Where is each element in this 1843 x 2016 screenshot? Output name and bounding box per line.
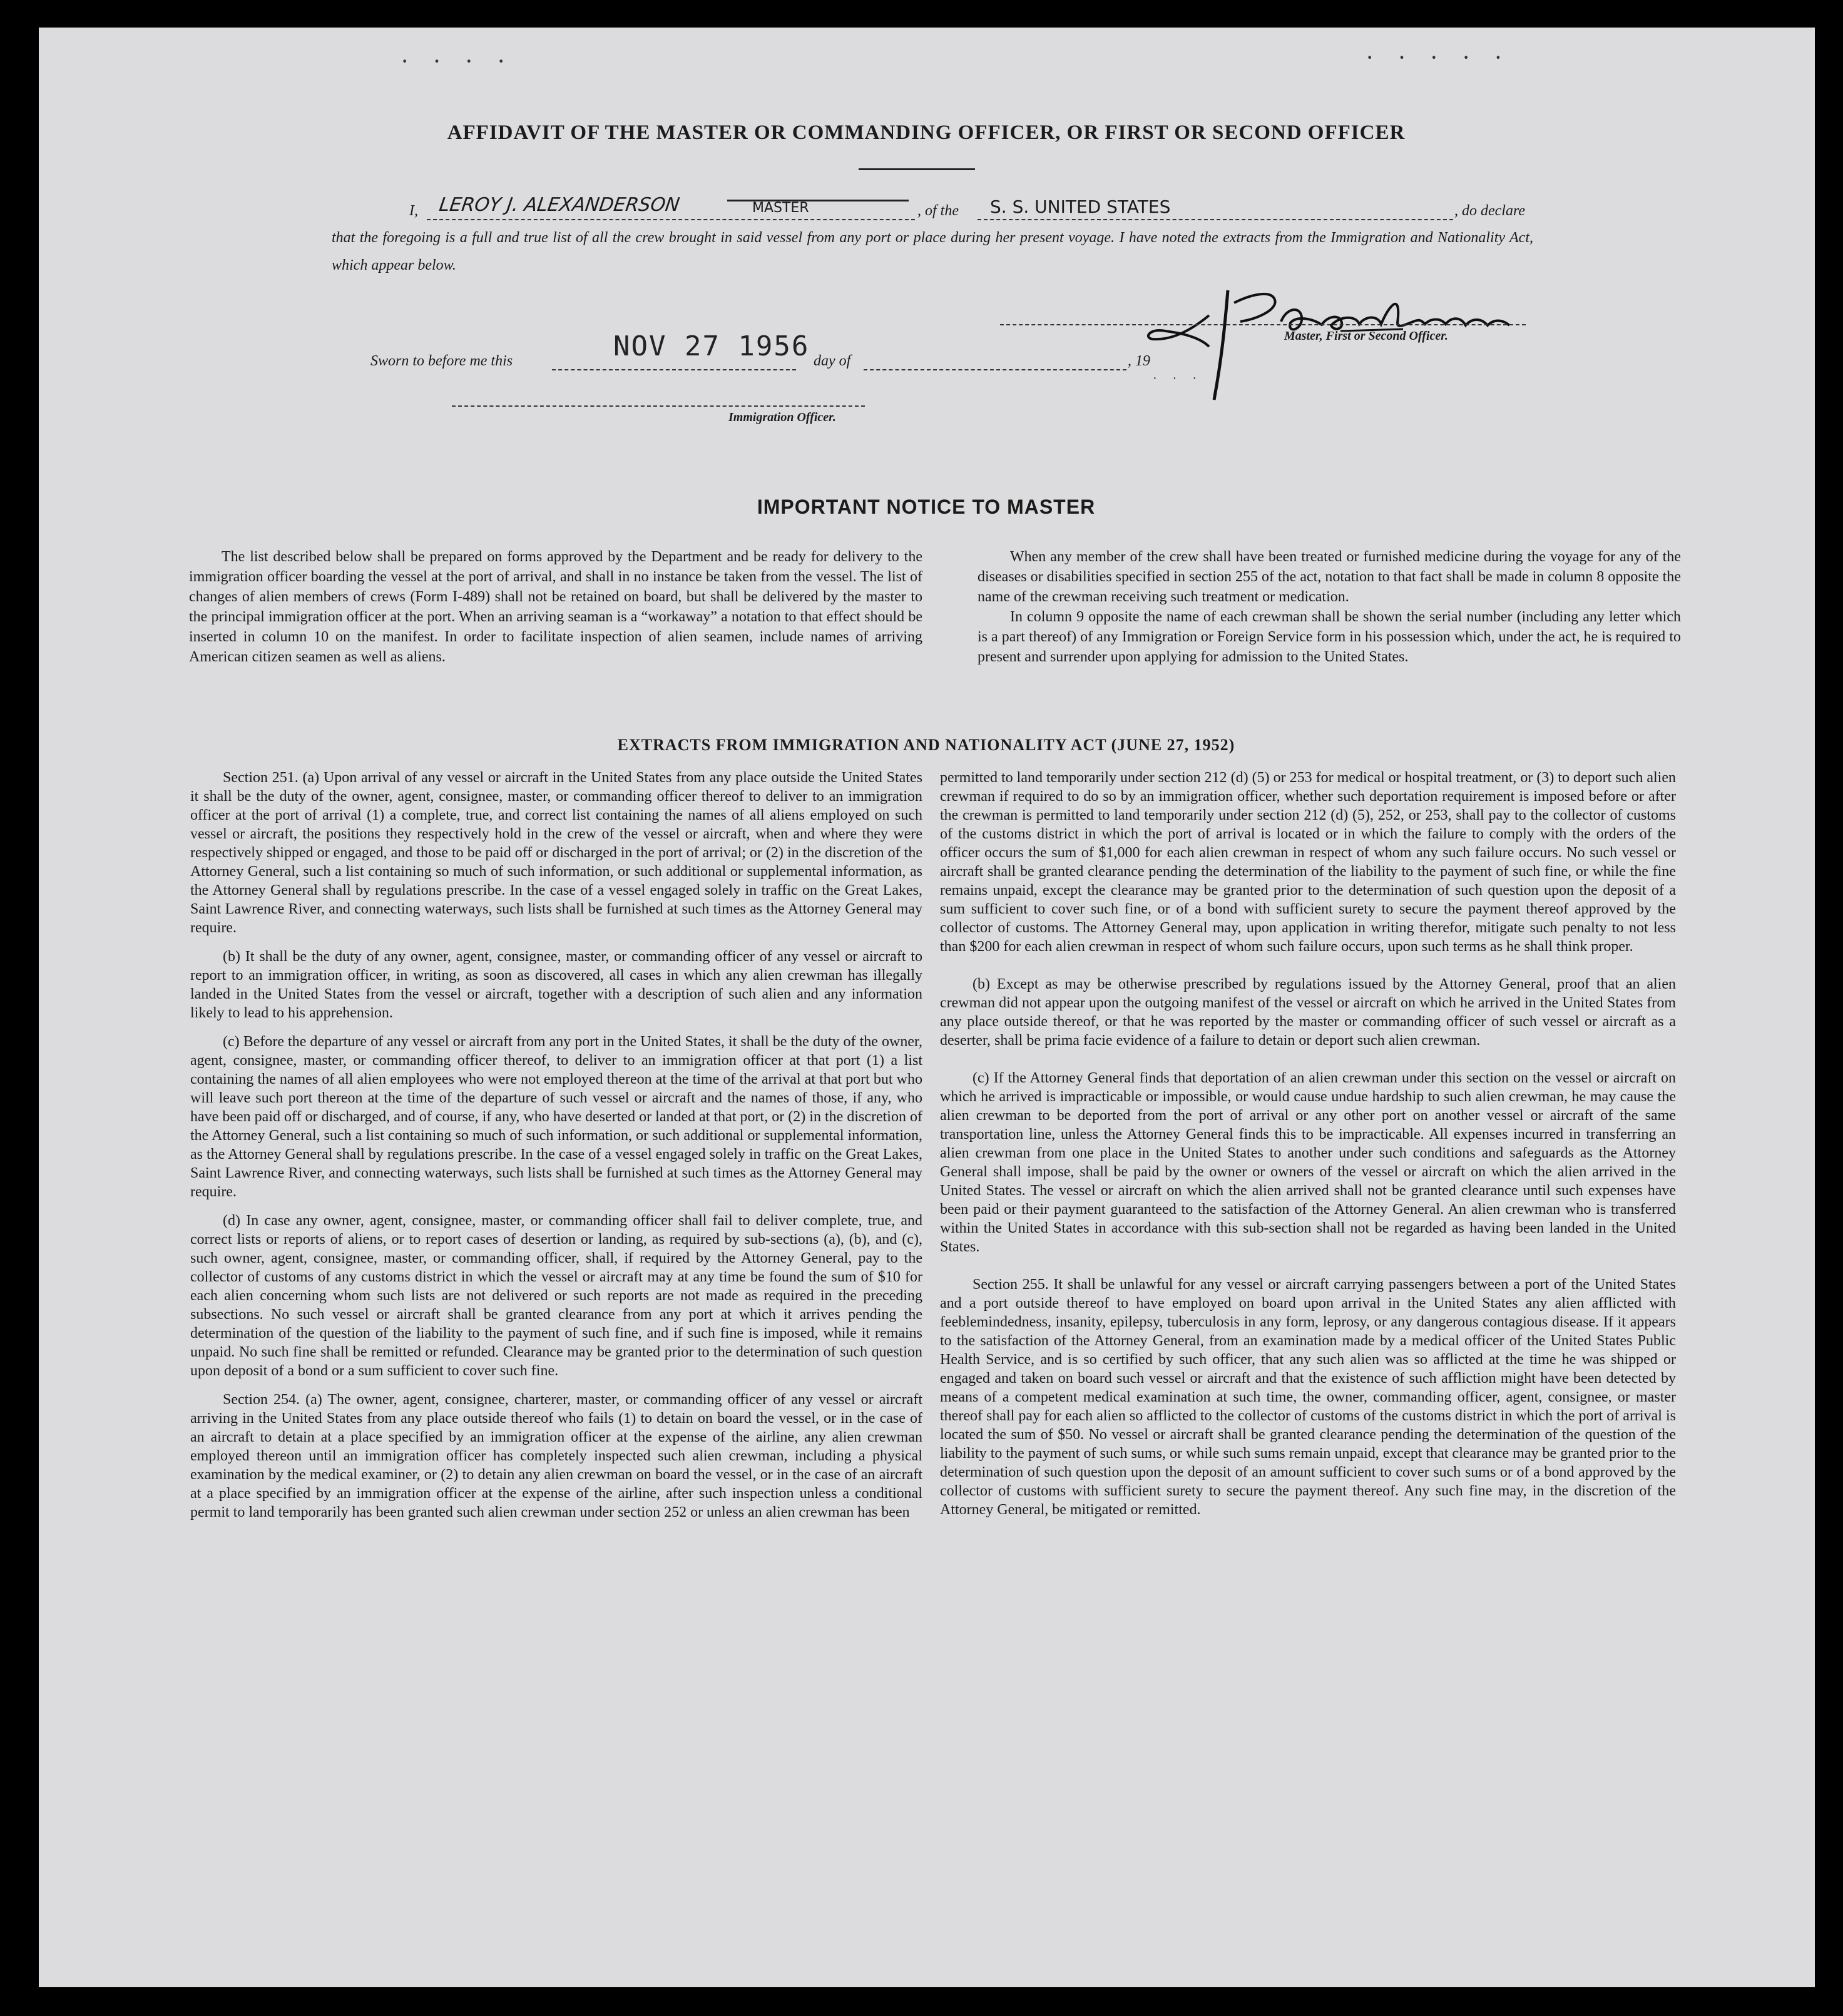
notice-left-paragraph: The list described below shall be prepared on forms approved by the Department and be ready for delivery to the immigration officer boarding the vessel at the port of arrival, and shall in no instance be taken from the vessel. The list of changes of alien members of crews (Form I-489) shall not be retained on board, but shall be delivered by the master to the principal immigration officer at the port. When an arriving seaman is a “workaway” a notation to that effect should be inserted in column 10 on the manifest. In order to facilitate inspection of alien seamen, include names of arriving American citizen seamen as well as aliens. [189, 549, 922, 665]
vessel-line [978, 219, 1453, 220]
section-254-c: (c) If the Attorney General finds that deportation of an alien crewman under this section on the vessel or aircraft on which he arrived is impracticable or impossible, or would cause undue hardship to such alien crewman, he may cause the alien crewman to be deported from the port of arrival or any other port on another vessel or aircraft of the same transportation line, unless the Attorney General finds this to be impracticable. All expenses incurred in transferring an alien crewman from one place in the United States to another under such conditions and safeguards as the Attorney General shall impose, shall be paid by the owner or owners of the vessel or aircraft on which the alien arrived in the United States. The vessel or aircraft on which the alien arrived shall not be granted clearance until such expenses have been paid or their payment guaranteed to the satisfaction of the Attorney General. An alien crewman who is transferred within the United States in accordance with this sub-section shall not be regarded as having been landed in the United States. [940, 1070, 1676, 1255]
section-255: Section 255. It shall be unlawful for any vessel or aircraft carrying passengers between a port of the United States and a port outside thereof to have employed on board upon arrival in the United States any alien afflicted with feeblemindedness, insanity, epilepsy, tuberculosis in any form, leprosy, or any dangerous contagious disease. If it appears to the satisfaction of the Attorney General, from an examination made by a medical officer of the United States Public Health Service, and is so certified by such officer, that any such alien was so afflicted at the time he was shipped or engaged and taken on board such vessel or aircraft and that the existence of such affliction might have been detected by means of a competent medical examination at such time, the owner, commanding officer, agent, consignee, or master thereof shall pay for each alien so afflicted to the collector of customs of the customs district in which the port of arrival is located the sum of $50. No vessel or aircraft shall be granted clearance pending the determination of the question of the liability to the payment of such sums, or while such sums remain unpaid, except that clearance may be granted prior to the determination of such question upon the deposit of an amount sufficient to cover such sums or of a bond approved by the collector of customs with sufficient surety to secure the payment thereof. Any such fine may, in the discretion of the Attorney General, be mitigated or remitted. [940, 1276, 1676, 1518]
notice-right-paragraph-2: In column 9 opposite the name of each crewman shall be shown the serial number (including any letter which is a part thereof) of any Immigration or Foreign Service form in his possession which, under the act, he is required to present and surrender upon applying for admission to the United States. [978, 609, 1681, 665]
document-sheet [39, 28, 1815, 1987]
section-254-a: Section 254. (a) The owner, agent, consignee, charterer, master, or commanding officer of any vessel or aircraft arriving in the United States from any place outside thereof who fails (1) to detain on board the vessel, or in the case of an aircraft to detain at a place specified by an immigration officer at the expense of the airline, any alien crewman employed thereon until an immigration officer has completely inspected such alien crewman, including a physical examination by the medical examiner, or (2) to detain any alien crewman on board the vessel, or in the case of an aircraft at a place specified by an immigration officer at the expense of the airline, after such inspection unless a conditional permit to land temporarily has been granted such alien crewman under section 252 or unless an alien crewman has been [190, 1392, 922, 1520]
officer-caption: Immigration Officer. [728, 410, 836, 424]
vessel-name: S. S. UNITED STATES [990, 196, 1171, 217]
officer-line [452, 405, 865, 407]
name-line [427, 219, 915, 220]
extracts-left-column [190, 768, 922, 1532]
year-dots: · · · [1153, 372, 1203, 385]
section-251-b: (b) It shall be the duty of any owner, agent, consignee, master, or commanding officer of any vessel or aircraft to report to an immigration officer, in writing, as soon as discovered, all cases in which any alien crewman has illegally landed in the United States from the vessel or aircraft, together with a description of such alien and any information likely to lead to his apprehension. [190, 949, 922, 1021]
sworn-date-line [552, 369, 796, 370]
signature-line [1000, 324, 1526, 325]
notice-title: IMPORTANT NOTICE TO MASTER [757, 496, 1096, 518]
declaration-text: that the foregoing is a full and true list of all the crew brought in said vessel from any port or place during her present voyage. I have noted the extracts from the Immigration and Nationality Act, which appear below. [332, 230, 1533, 273]
day-of-label: day of [814, 353, 851, 369]
sworn-label: Sworn to before me this [370, 353, 513, 369]
extracts-title: EXTRACTS FROM IMMIGRATION AND NATIONALITY ACT (JUNE 27, 1952) [617, 736, 1235, 754]
month-line [864, 369, 1126, 370]
of-the-label: , of the [917, 203, 959, 219]
master-name: LEROY J. ALEXANDERSON [437, 194, 682, 216]
scan-marks-right: · · · · · [1366, 43, 1511, 71]
do-declare-label: , do declare [1454, 203, 1526, 219]
section-254-b: (b) Except as may be otherwise prescribed by regulations issued by the Attorney General, proof that an alien crewman did not appear upon the outgoing manifest of the vessel or aircraft on which he arrived in the United States from any place outside thereof, or that he was reported by the master or commanding officer of such vessel or aircraft as a deserter, shall be prima facie evidence of a failure to detain or deport such alien crewman. [940, 976, 1676, 1049]
section-251-d: (d) In case any owner, agent, consignee, master, or commanding officer shall fail to deliver complete, true, and correct lists or reports of aliens, or to report cases of desertion or landing, as required by sub-sections (a), (b), and (c), such owner, agent, consignee, master, or commanding officer, shall, if required by the Attorney General, pay to the collector of customs of any customs district in which the vessel or aircraft may at any time be found the sum of $10 for each alien concerning whom such lists are not delivered or such reports are not made as required in the preceding subsections. No such vessel or aircraft shall be granted clearance from any port at which it arrives pending the determination of the question of the liability to the payment of such fine, and if such fine is imposed, while it remains unpaid. No such fine shall be remitted or refunded. Clearance may be granted prior to the determination of such question upon deposit of a bond or a sum sufficient to cover such fine. [190, 1213, 922, 1379]
year-label: , 19 [1128, 353, 1150, 369]
affidavit-title: AFFIDAVIT OF THE MASTER OR COMMANDING OFFICER, OR FIRST OR SECOND OFFICER [447, 121, 1406, 144]
extracts-right-column [940, 768, 1676, 1529]
i-label: I, [409, 203, 418, 219]
signature-caption: Master, First or Second Officer. [1284, 329, 1448, 343]
section-254-a-continued: permitted to land temporarily under section 212 (d) (5) or 253 for medical or hospital treatment, or (3) to deport such alien crewman if required to do so by an immigration officer, whether such deportation requirement is imposed before or after the crewman is permitted to land temporarily under section 212 (d) (5), 252, or 253, shall pay to the collector of customs of the customs district in which the port of arrival is located or in which the failure to comply with the orders of the officer occurs the sum of $1,000 for each alien crewman in respect of whom any such failure occurs. No such vessel or aircraft shall be granted clearance pending the determination of the liability to the payment of such fine, or while the fine remains unpaid, except the clearance may be granted prior to the determination of such question upon the deposit of a sum sufficient to cover such fine, or of a bond with sufficient surety to secure the payment thereof approved by the collector of customs. The Attorney General may, upon application in writing therefor, mitigate such penalty to not less than $200 for each alien crewman in respect of whom such failure occurs, upon such terms as he shall think proper. [940, 770, 1676, 955]
section-251-a: Section 251. (a) Upon arrival of any vessel or aircraft in the United States from any place outside the United States it shall be the duty of the owner, agent, consignee, master, or commanding officer thereof to deliver to an immigration officer at the port of arrival (1) a complete, true, and correct list containing the names of all aliens employed on such vessel or aircraft, the positions they respectively hold in the crew of the vessel or aircraft, when and where they were respectively shipped or engaged, and those to be paid off or discharged in the port of arrival; or (2) in the discretion of the Attorney General, such a list containing so much of such information, or such additional or supplemental information, as the Attorney General shall by regulations prescribe. In the case of a vessel engaged solely in traffic on the Great Lakes, Saint Lawrence River, and connecting waterways, such lists shall be furnished at such times as the Attorney General may require. [190, 770, 922, 936]
title-rule [859, 168, 975, 170]
notice-right-paragraph-1: When any member of the crew shall have been treated or furnished medicine during the voyage for any of the diseases or disabilities specified in section 255 of the act, notation to that fact shall be made in column 8 opposite the name of the crewman receiving such treatment or medication. [978, 549, 1681, 605]
notice-right-column [978, 547, 1681, 667]
section-251-c: (c) Before the departure of any vessel or aircraft from any port in the United States, it shall be the duty of the owner, agent, consignee, master, or commanding officer thereof, to deliver to an immigration officer at that port (1) a list containing the names of all alien employees who were not employed thereon at the time of the arrival at that port but who will leave such port thereon at the time of the departure of such vessel or aircraft and the names of those, if any, who have been paid off or discharged, and of course, if any, who have deserted or landed at that port, or (2) in the discretion of the Attorney General, such a list containing so much of such information, or such additional or supplemental information, as the Attorney General shall by regulations prescribe. In the case of a vessel engaged solely in traffic on the Great Lakes, Saint Lawrence River, and connecting waterways, such lists shall be furnished at such times as the Attorney General may require. [190, 1034, 922, 1200]
notice-left-column [189, 547, 922, 667]
master-rank: MASTER [752, 200, 809, 216]
date-stamp: NOV 27 1956 [613, 330, 810, 362]
scan-marks-left: · · · · [401, 47, 514, 75]
